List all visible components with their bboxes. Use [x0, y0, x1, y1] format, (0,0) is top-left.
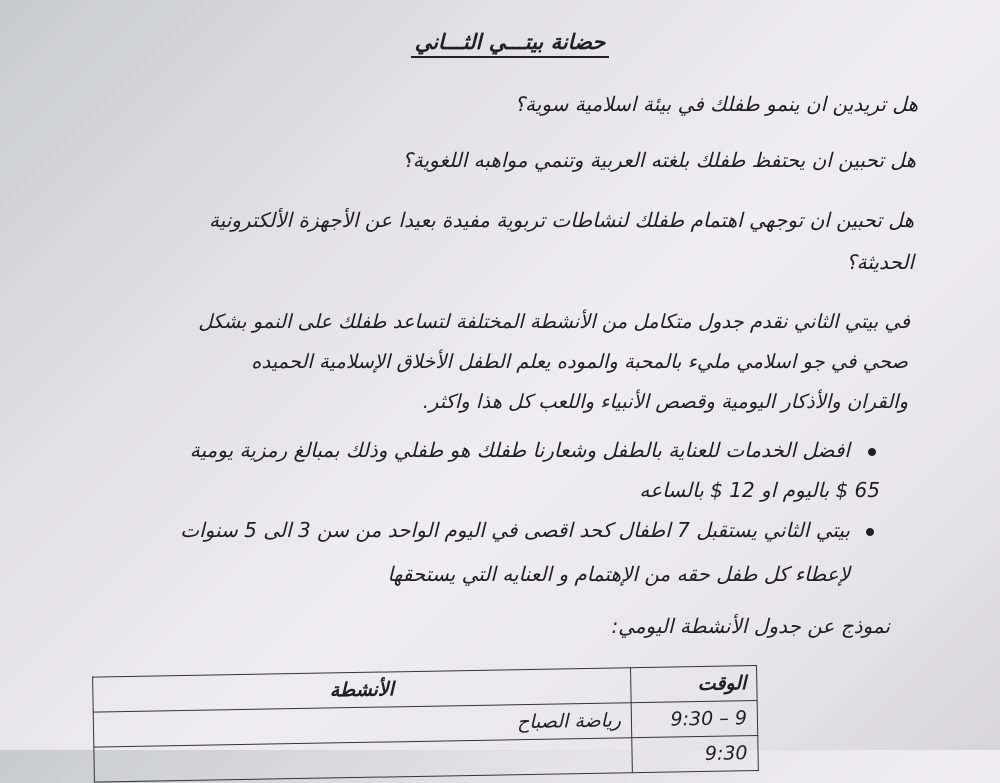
paragraph-line: في بيتي الثاني نقدم جدول متكامل من الأنشطة المختلفة لتساعد طفلك على النمو بشكل — [198, 310, 910, 333]
header-activity: الأنشطة — [93, 668, 632, 712]
bullet-line: لإعطاء كل طفل حقه من الإهتمام و العنايه التي يستحقها — [387, 562, 850, 586]
schedule-table — [92, 665, 759, 783]
bullet-icon — [868, 448, 876, 456]
paragraph-line: والقران والأذكار اليومية وقصص الأنبياء واللعب كل هذا واكثر. — [422, 390, 908, 413]
question-line: هل تحبين ان توجهي اهتمام طفلك لنشاطات تربوية مفيدة بعيدا عن الأجهزة الألكترونية — [208, 208, 914, 232]
schedule-intro: نموذج عن جدول الأنشطة اليومي: — [611, 614, 890, 638]
cell-activity: رياضة الصباح — [93, 703, 632, 747]
question-line: الحديثة؟ — [846, 250, 914, 274]
cell-time: 9:30 — [632, 735, 759, 772]
question-line: هل تريدين ان ينمو طفلك في بيئة اسلامية سوية؟ — [514, 92, 918, 116]
bullet-icon — [866, 528, 874, 536]
paragraph-line: صحي في جو اسلامي مليء بالمحبة والموده يعلم الطفل الأخلاق الإسلامية الحميده — [251, 350, 908, 373]
question-line: هل تحبين ان يحتفظ طفلك بلغته العربية وتنمي مواهبه اللغوية؟ — [402, 148, 916, 172]
title-text: حضانة بيتـــي الثـــاني — [411, 30, 610, 58]
cell-time: 9 – 9:30 — [631, 701, 758, 738]
document-title — [0, 30, 1000, 54]
bullet-line: افضل الخدمات للعناية بالطفل وشعارنا طفلك هو طفلي وذلك بمبالغ رمزية يومية — [189, 438, 850, 462]
bullet-line: 65 $ باليوم او 12 $ بالساعه — [639, 478, 880, 502]
header-time: الوقت — [631, 666, 758, 703]
bullet-line: بيتي الثاني يستقبل 7 اطفال كحد اقصى في اليوم الواحد من سن 3 الى 5 سنوات — [180, 518, 850, 542]
